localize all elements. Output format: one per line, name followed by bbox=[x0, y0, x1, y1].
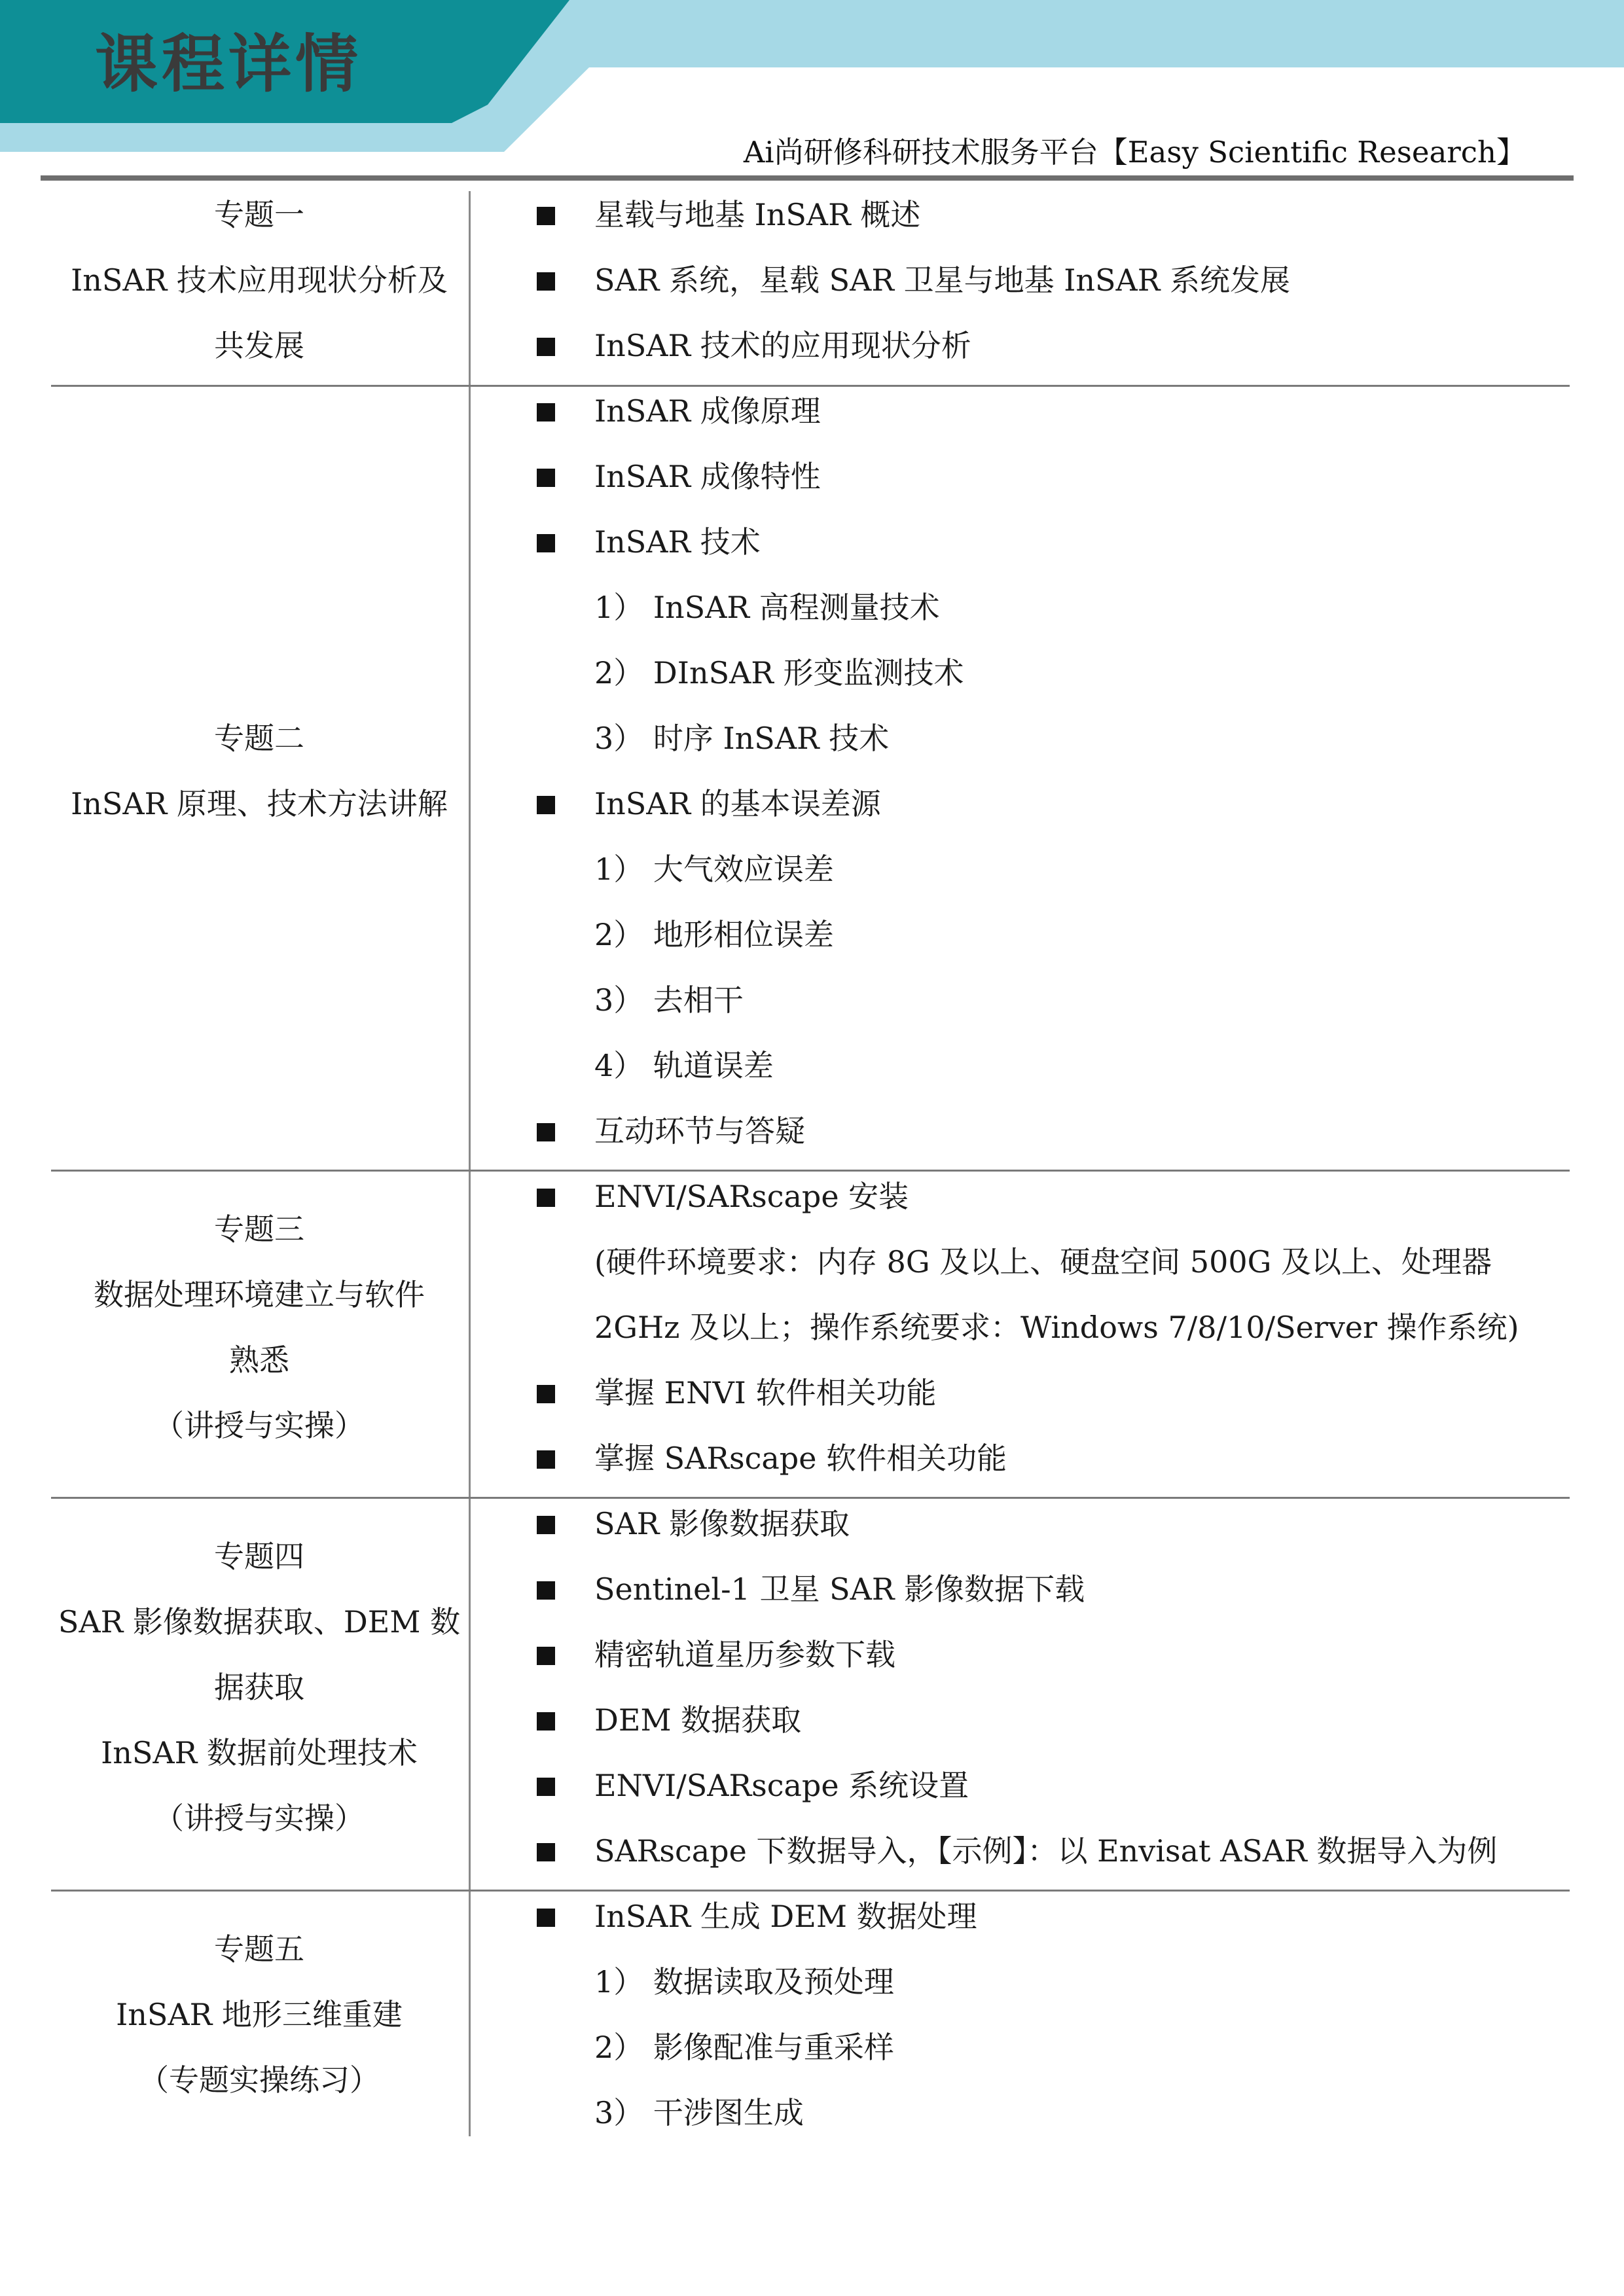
topic-title-line: （讲授与实操） bbox=[154, 1408, 365, 1443]
item-text: 1） 大气效应误差 bbox=[594, 852, 834, 887]
item-text: InSAR 生成 DEM 数据处理 bbox=[594, 1899, 977, 1934]
item-text: 掌握 ENVI 软件相关功能 bbox=[594, 1375, 937, 1410]
bullet-item bbox=[483, 509, 1570, 575]
bullet-item bbox=[483, 771, 1570, 836]
sub-item bbox=[483, 902, 1570, 967]
item-text: DEM 数据获取 bbox=[594, 1702, 802, 1738]
sub-item bbox=[483, 2015, 1570, 2080]
bullet-item bbox=[483, 378, 1570, 444]
item-text: 掌握 SARscape 软件相关功能 bbox=[594, 1441, 1007, 1476]
topic-row-5 bbox=[51, 1884, 1570, 2145]
item-text: 互动环节与答疑 bbox=[594, 1113, 805, 1149]
sub-item bbox=[483, 1033, 1570, 1098]
square-bullet-icon bbox=[537, 1516, 555, 1534]
item-text: 精密轨道星历参数下载 bbox=[594, 1637, 895, 1672]
item-text: Sentinel-1 卫星 SAR 影像数据下载 bbox=[594, 1571, 1085, 1607]
topic-title-line: 据获取 bbox=[214, 1670, 304, 1705]
square-bullet-icon bbox=[537, 1647, 555, 1665]
square-bullet-icon bbox=[537, 338, 555, 356]
square-bullet-icon bbox=[537, 1712, 555, 1731]
item-text: 3） 时序 InSAR 技术 bbox=[594, 721, 890, 756]
square-bullet-icon bbox=[537, 1450, 555, 1469]
topic-title-line: SAR 影像数据获取、DEM 数 bbox=[58, 1604, 461, 1640]
bullet-item bbox=[483, 1687, 1570, 1753]
bullet-item bbox=[483, 1360, 1570, 1426]
item-text: 4） 轨道误差 bbox=[594, 1048, 774, 1083]
hardware-note-line bbox=[483, 1295, 1570, 1360]
topic-row-2 bbox=[51, 378, 1570, 1164]
bullet-item bbox=[483, 1753, 1570, 1818]
bullet-item bbox=[483, 182, 1570, 247]
topic-title-line: 专题五 bbox=[214, 1931, 304, 1967]
sub-item bbox=[483, 575, 1570, 640]
sub-item bbox=[483, 967, 1570, 1033]
item-text: ENVI/SARscape 安装 bbox=[594, 1179, 909, 1214]
topic-title-line: 熟悉 bbox=[229, 1342, 289, 1378]
square-bullet-icon bbox=[537, 1385, 555, 1403]
item-text: 2GHz 及以上；操作系统要求：Windows 7/8/10/Server 操作系统) bbox=[594, 1310, 1519, 1345]
item-text: SAR 影像数据获取 bbox=[594, 1506, 850, 1541]
bullet-item bbox=[483, 1556, 1570, 1622]
square-bullet-icon bbox=[537, 1123, 555, 1141]
header-rule bbox=[41, 175, 1574, 181]
square-bullet-icon bbox=[537, 796, 555, 814]
item-text: 2） 影像配准与重采样 bbox=[594, 2030, 894, 2065]
item-text: 星载与地基 InSAR 概述 bbox=[594, 197, 921, 232]
item-text: InSAR 技术的应用现状分析 bbox=[594, 328, 971, 363]
topic-row-4 bbox=[51, 1491, 1570, 1884]
page-title: 课程详情 bbox=[95, 27, 362, 101]
topic-title-cell bbox=[51, 1491, 467, 1884]
item-text: 2） DInSAR 形变监测技术 bbox=[594, 655, 964, 691]
topic-title-line: （讲授与实操） bbox=[154, 1801, 365, 1836]
topic-items bbox=[483, 1491, 1570, 1884]
item-text: SAR 系统，星载 SAR 卫星与地基 InSAR 系统发展 bbox=[594, 262, 1291, 298]
topic-title-line: 专题一 bbox=[214, 197, 304, 232]
bullet-item bbox=[483, 1098, 1570, 1164]
item-text: ENVI/SARscape 系统设置 bbox=[594, 1768, 969, 1803]
square-bullet-icon bbox=[537, 403, 555, 422]
item-text: 2） 地形相位误差 bbox=[594, 917, 834, 952]
bullet-item bbox=[483, 1884, 1570, 1949]
topic-title-line: InSAR 地形三维重建 bbox=[116, 1997, 403, 2032]
bullet-item bbox=[483, 1622, 1570, 1687]
item-text: InSAR 的基本误差源 bbox=[594, 786, 881, 821]
topic-title-line: 专题四 bbox=[214, 1539, 304, 1574]
bullet-item bbox=[483, 1818, 1570, 1884]
topic-title-cell bbox=[51, 1164, 467, 1491]
bullet-item bbox=[483, 1164, 1570, 1229]
item-text: 1） InSAR 高程测量技术 bbox=[594, 590, 940, 625]
square-bullet-icon bbox=[537, 469, 555, 487]
item-text: InSAR 成像特性 bbox=[594, 459, 821, 494]
topic-title-line: 数据处理环境建立与软件 bbox=[94, 1277, 425, 1312]
item-text: 3） 去相干 bbox=[594, 982, 744, 1018]
sub-item bbox=[483, 2080, 1570, 2145]
topic-items bbox=[483, 378, 1570, 1164]
bullet-item bbox=[483, 444, 1570, 509]
bullet-item bbox=[483, 1491, 1570, 1556]
topic-title-line: InSAR 原理、技术方法讲解 bbox=[71, 786, 448, 821]
bullet-item bbox=[483, 247, 1570, 313]
square-bullet-icon bbox=[537, 272, 555, 291]
topic-items bbox=[483, 182, 1570, 378]
topic-title-line: 专题二 bbox=[214, 721, 304, 756]
topic-title-cell bbox=[51, 1884, 467, 2145]
topic-title-line: 专题三 bbox=[214, 1211, 304, 1247]
topic-title-cell bbox=[51, 378, 467, 1164]
item-text: SARscape 下数据导入，【示例】：以 Envisat ASAR 数据导入为例 bbox=[594, 1833, 1498, 1869]
hardware-note-line bbox=[483, 1229, 1570, 1295]
topic-title-line: InSAR 技术应用现状分析及 bbox=[71, 262, 448, 298]
square-bullet-icon bbox=[537, 207, 555, 225]
platform-subtitle: Ai尚研修科研技术服务平台【Easy Scientific Research】 bbox=[743, 135, 1526, 170]
topic-row-1 bbox=[51, 182, 1570, 378]
topic-items bbox=[483, 1164, 1570, 1491]
square-bullet-icon bbox=[537, 1189, 555, 1207]
square-bullet-icon bbox=[537, 1843, 555, 1861]
square-bullet-icon bbox=[537, 1778, 555, 1796]
square-bullet-icon bbox=[537, 1909, 555, 1927]
bullet-item bbox=[483, 1426, 1570, 1491]
bullet-item bbox=[483, 313, 1570, 378]
sub-item bbox=[483, 836, 1570, 902]
sub-item bbox=[483, 640, 1570, 706]
topic-title-line: 共发展 bbox=[214, 328, 304, 363]
topic-title-cell bbox=[51, 182, 467, 378]
sub-item bbox=[483, 1949, 1570, 2015]
item-text: 1） 数据读取及预处理 bbox=[594, 1964, 894, 2000]
topic-items bbox=[483, 1884, 1570, 2145]
item-text: InSAR 技术 bbox=[594, 524, 761, 560]
square-bullet-icon bbox=[537, 534, 555, 552]
topic-row-3 bbox=[51, 1164, 1570, 1491]
item-text: 3） 干涉图生成 bbox=[594, 2095, 804, 2130]
item-text: (硬件环境要求：内存 8G 及以上、硬盘空间 500G 及以上、处理器 bbox=[594, 1244, 1492, 1280]
item-text: InSAR 成像原理 bbox=[594, 393, 821, 429]
sub-item bbox=[483, 706, 1570, 771]
square-bullet-icon bbox=[537, 1581, 555, 1600]
topic-title-line: （专题实操练习） bbox=[139, 2062, 380, 2098]
topic-title-line: InSAR 数据前处理技术 bbox=[101, 1735, 418, 1770]
